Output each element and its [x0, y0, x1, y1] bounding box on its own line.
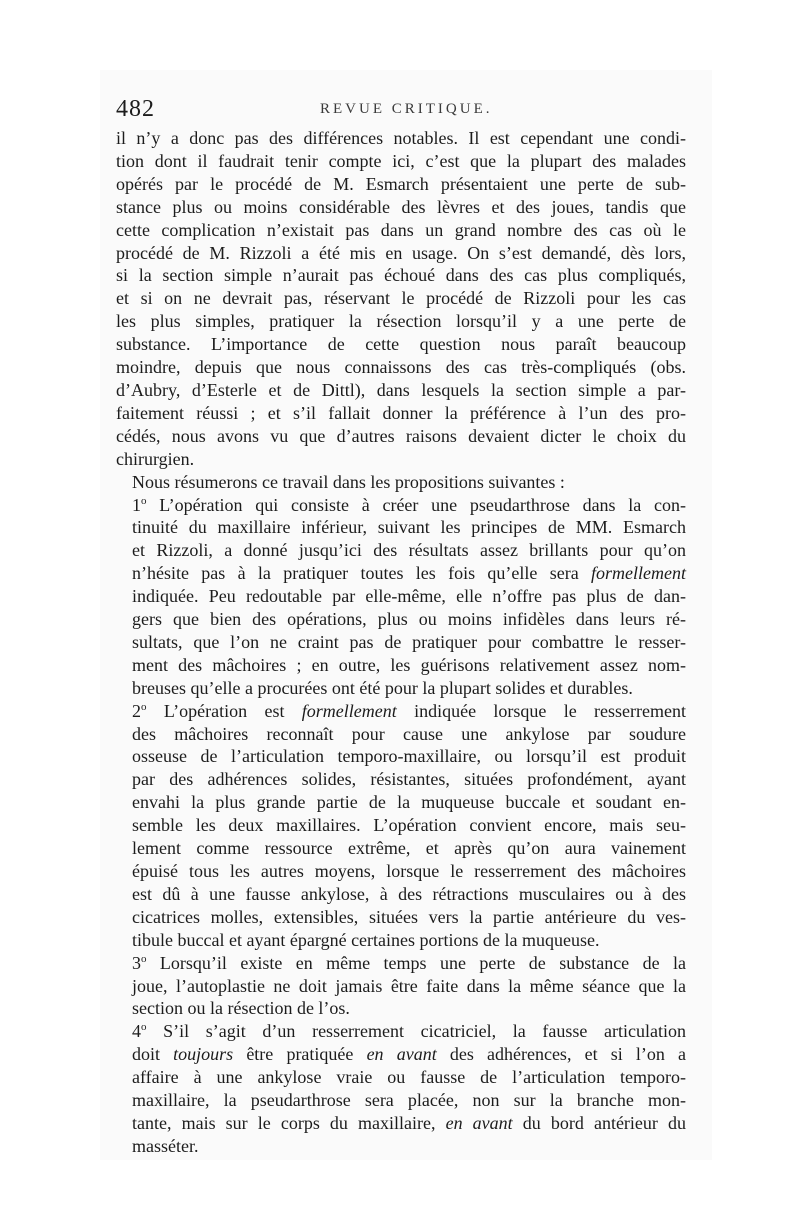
- running-title: REVUE CRITIQUE.: [320, 101, 493, 117]
- text-line: cicatrices molles, extensibles, situées vers la partie antérieure du ves-: [132, 906, 686, 927]
- text-line: tinuité du maxillaire inférieur, suivant les principes de MM. Esmarch: [132, 517, 686, 538]
- text-line: 1$^o$ L’opération qui consiste à créer une pseudarthrose dans la con-: [132, 494, 686, 515]
- text-line: cette complication n’existait pas dans un grand nombre des cas où le: [116, 219, 686, 240]
- text-line: tibule buccal et ayant épargné certaines portions de la muqueuse.: [132, 929, 600, 950]
- paragraph-p3: [116, 494, 686, 700]
- paragraph-p5: [116, 952, 686, 1021]
- text-line: semble les deux maxillaires. L’opération convient encore, mais seu-: [132, 815, 686, 836]
- text-line: indiquée. Peu redoutable par elle-même, elle n’offre pas plus de dan-: [132, 586, 686, 607]
- text-line: n’hésite pas à la pratiquer toutes les fois qu’elle sera formellement: [132, 563, 686, 584]
- text-line: les plus simples, pratiquer la résection lorsqu’il y a une perte de: [116, 311, 686, 332]
- text-line: si la section simple n’aurait pas échoué dans des cas plus compliqués,: [116, 265, 686, 286]
- text-line: envahi la plus grande partie de la muqueuse buccale et soudant en-: [132, 792, 686, 813]
- text-line: ment des mâchoires ; en outre, les guérisons relativement assez nom-: [132, 654, 686, 675]
- text-line: breuses qu’elle a procurées ont été pour la plupart solides et durables.: [132, 677, 633, 698]
- text-line: masséter.: [132, 1135, 199, 1156]
- text-line: Nous résumerons ce travail dans les propositions suivantes :: [132, 471, 565, 492]
- body-text: [116, 127, 686, 1158]
- text-line: doit toujours être pratiquée en avant des adhérences, et si l’on a: [132, 1044, 687, 1065]
- text-line: et si on ne devrait pas, réservant le procédé de Rizzoli pour les cas: [116, 288, 686, 309]
- text-line: procédé de M. Rizzoli a été mis en usage. On s’est demandé, dès lors,: [116, 242, 686, 263]
- paragraph-p6: [116, 1020, 686, 1157]
- text-line: chirurgien.: [116, 448, 195, 469]
- paragraph-p2: [116, 471, 686, 494]
- text-line: faitement réussi ; et s’il fallait donner la préférence à l’un des pro-: [116, 402, 686, 423]
- text-line: des mâchoires reconnaît pour cause une ankylose par soudure: [132, 723, 686, 744]
- text-line: épuisé tous les autres moyens, lorsque le resserrement des mâchoires: [132, 861, 686, 881]
- text-line: section ou la résection de l’os.: [132, 998, 350, 1019]
- page-number: 482: [116, 96, 155, 122]
- text-line: maxillaire, la pseudarthrose sera placée, non sur la branche mon-: [132, 1090, 686, 1111]
- text-line: 3$^o$ Lorsqu’il existe en même temps une perte de substance de la: [132, 952, 686, 973]
- text-line: tion dont il faudrait tenir compte ici, c’est que la plupart des malades: [116, 150, 686, 171]
- text-line: 2$^o$ L’opération est formellement indiquée lorsque le resserrement: [132, 700, 686, 721]
- text-line: stance plus ou moins considérable des lèvres et des joues, tandis que: [116, 196, 686, 217]
- text-line: osseuse de l’articulation temporo-maxillaire, ou lorsqu’il est produit: [132, 746, 686, 767]
- text-line: est dû à une fausse ankylose, à des rétractions musculaires ou à des: [132, 883, 686, 904]
- text-line: opérés par le procédé de M. Esmarch présentaient une perte de sub-: [116, 173, 686, 194]
- paragraph-p4: [116, 700, 686, 952]
- text-line: gers que bien des opérations, plus ou moins infidèles dans leurs ré-: [132, 609, 686, 630]
- paragraph-p1: [116, 127, 686, 471]
- text-line: d’Aubry, d’Esterle et de Dittl), dans lesquels la section simple a par-: [116, 379, 686, 400]
- text-line: 4$^o$ S’il s’agit d’un resserrement cicatriciel, la fausse articulation: [132, 1021, 686, 1042]
- text-line: par des adhérences solides, résistantes, situées profondément, ayant: [132, 769, 686, 790]
- text-line: sultats, que l’on ne craint pas de pratiquer pour combattre le resser-: [132, 631, 686, 652]
- text-line: joue, l’autoplastie ne doit jamais être faite dans la même séance que la: [132, 975, 686, 996]
- text-line: substance. L’importance de cette question nous paraît beaucoup: [116, 334, 686, 355]
- text-line: et Rizzoli, a donné jusqu’ici des résultats assez brillants pour qu’on: [132, 540, 686, 561]
- text-line: cédés, nous avons vu que d’autres raisons devaient dicter le choix du: [116, 425, 686, 446]
- text-line: il n’y a donc pas des différences notables. Il est cependant une condi-: [116, 128, 686, 148]
- text-line: tante, mais sur le corps du maxillaire, en avant du bord antérieur du: [132, 1112, 687, 1133]
- running-header: [116, 96, 686, 126]
- text-line: lement comme ressource extrême, et après qu’on aura vainement: [132, 838, 686, 859]
- text-line: affaire à une ankylose vraie ou fausse de l’articulation temporo-: [132, 1067, 686, 1088]
- text-line: moindre, depuis que nous connaissons des cas très-compliqués (obs.: [116, 357, 686, 378]
